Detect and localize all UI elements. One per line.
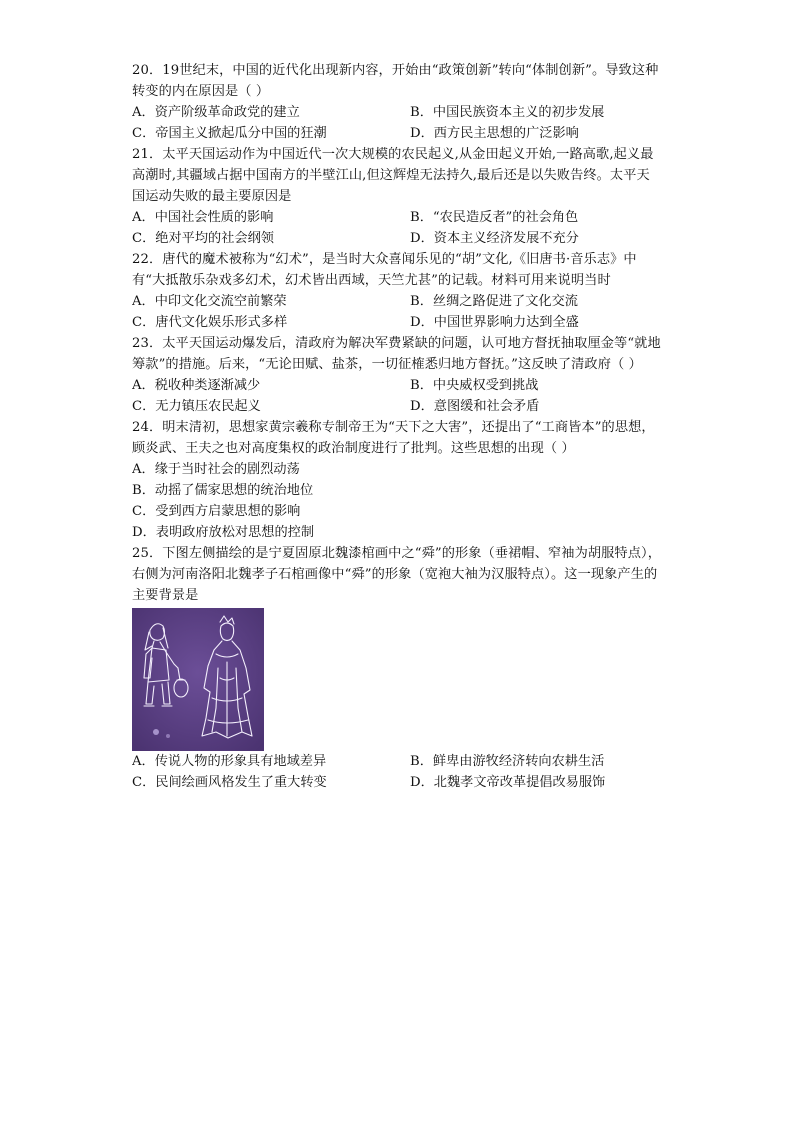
question-21 — [132, 144, 662, 249]
question-stem: 20．19世纪末，中国的近代化出现新内容，开始由“政策创新”转向“体制创新”。导致这种转变的内在原因是（ ） — [132, 63, 659, 99]
question-stem: 24．明末清初，思想家黄宗羲称专制帝王为“天下之大害”，还提出了“工商皆本”的思想，顾炎武、王夫之也对高度集权的政治制度进行了批判。这些思想的出现（ ） — [132, 420, 655, 456]
option-a[interactable]: A．中印文化交流空前繁荣 — [132, 294, 287, 309]
option-a[interactable]: A．缘于当时社会的剧烈动荡 — [132, 462, 300, 477]
option-b[interactable]: B．中央威权受到挑战 — [410, 378, 539, 393]
option-d[interactable]: D．资本主义经济发展不充分 — [410, 231, 579, 246]
shun-figures-image — [132, 608, 264, 751]
option-c[interactable]: C．民间绘画风格发生了重大转变 — [132, 775, 327, 790]
option-list — [132, 751, 662, 793]
option-a[interactable]: A．中国社会性质的影响 — [132, 210, 274, 225]
option-d[interactable]: D．北魏孝文帝改革提倡改易服饰 — [410, 775, 606, 790]
option-list — [132, 102, 662, 144]
option-list — [132, 459, 662, 543]
question-stem: 23．太平天国运动爆发后，清政府为解决军费紧缺的问题，认可地方督抚抽取厘金等“就地筹款”的措施。后来，“无论田赋、盐茶，一切征榷悉归地方督抚。”这反映了清政府（ ） — [132, 336, 661, 372]
option-c[interactable]: C．帝国主义掀起瓜分中国的狂潮 — [132, 126, 327, 141]
option-c[interactable]: C．受到西方启蒙思想的影响 — [132, 504, 301, 519]
option-c[interactable]: C．绝对平均的社会纲领 — [132, 231, 274, 246]
question-page — [132, 60, 662, 793]
option-a[interactable]: A．资产阶级革命政党的建立 — [132, 105, 300, 120]
question-25 — [132, 543, 662, 793]
option-list — [132, 375, 662, 417]
option-c[interactable]: C．唐代文化娱乐形式多样 — [132, 315, 288, 330]
option-d[interactable]: D．表明政府放松对思想的控制 — [132, 525, 315, 540]
option-b[interactable]: B．鲜卑由游牧经济转向农耕生活 — [410, 754, 605, 769]
question-stem: 21．太平天国运动作为中国近代一次大规模的农民起义,从金田起义开始,一路高歌,起义最高潮时,其疆域占据中国南方的半壁江山,但这辉煌无法持久,最后还是以失败告终。太平天国运动失败的最主要原因是 — [132, 147, 654, 204]
option-a[interactable]: A．传说人物的形象具有地域差异 — [132, 754, 327, 769]
question-22 — [132, 249, 662, 333]
question-20 — [132, 60, 662, 144]
question-stem: 25．下图左侧描绘的是宁夏固原北魏漆棺画中之“舜”的形象（垂裙帽、窄袖为胡服特点），右侧为河南洛阳北魏孝子石棺画像中“舜”的形象（宽袍大袖为汉服特点）。这一现象产生的主要背景是 — [132, 546, 661, 603]
option-list — [132, 291, 662, 333]
option-d[interactable]: D．中国世界影响力达到全盛 — [410, 315, 579, 330]
option-d[interactable]: D．西方民主思想的广泛影响 — [410, 126, 579, 141]
option-d[interactable]: D．意图缓和社会矛盾 — [410, 399, 540, 414]
question-24 — [132, 417, 662, 543]
option-c[interactable]: C．无力镇压农民起义 — [132, 399, 261, 414]
option-b[interactable]: B．“农民造反者”的社会角色 — [410, 210, 579, 225]
question-23 — [132, 333, 662, 417]
option-b[interactable]: B．动摇了儒家思想的统治地位 — [132, 483, 314, 498]
option-b[interactable]: B．丝绸之路促进了文化交流 — [410, 294, 578, 309]
option-b[interactable]: B．中国民族资本主义的初步发展 — [410, 105, 605, 120]
option-list — [132, 207, 662, 249]
question-stem: 22．唐代的魔术被称为“幻术”，是当时大众喜闻乐见的“胡”文化,《旧唐书·音乐志》中有“大抵散乐杂戏多幻术，幻术皆出西域，天竺尤甚”的记载。材料可用来说明当时 — [132, 252, 637, 288]
option-a[interactable]: A．税收种类逐渐减少 — [132, 378, 261, 393]
